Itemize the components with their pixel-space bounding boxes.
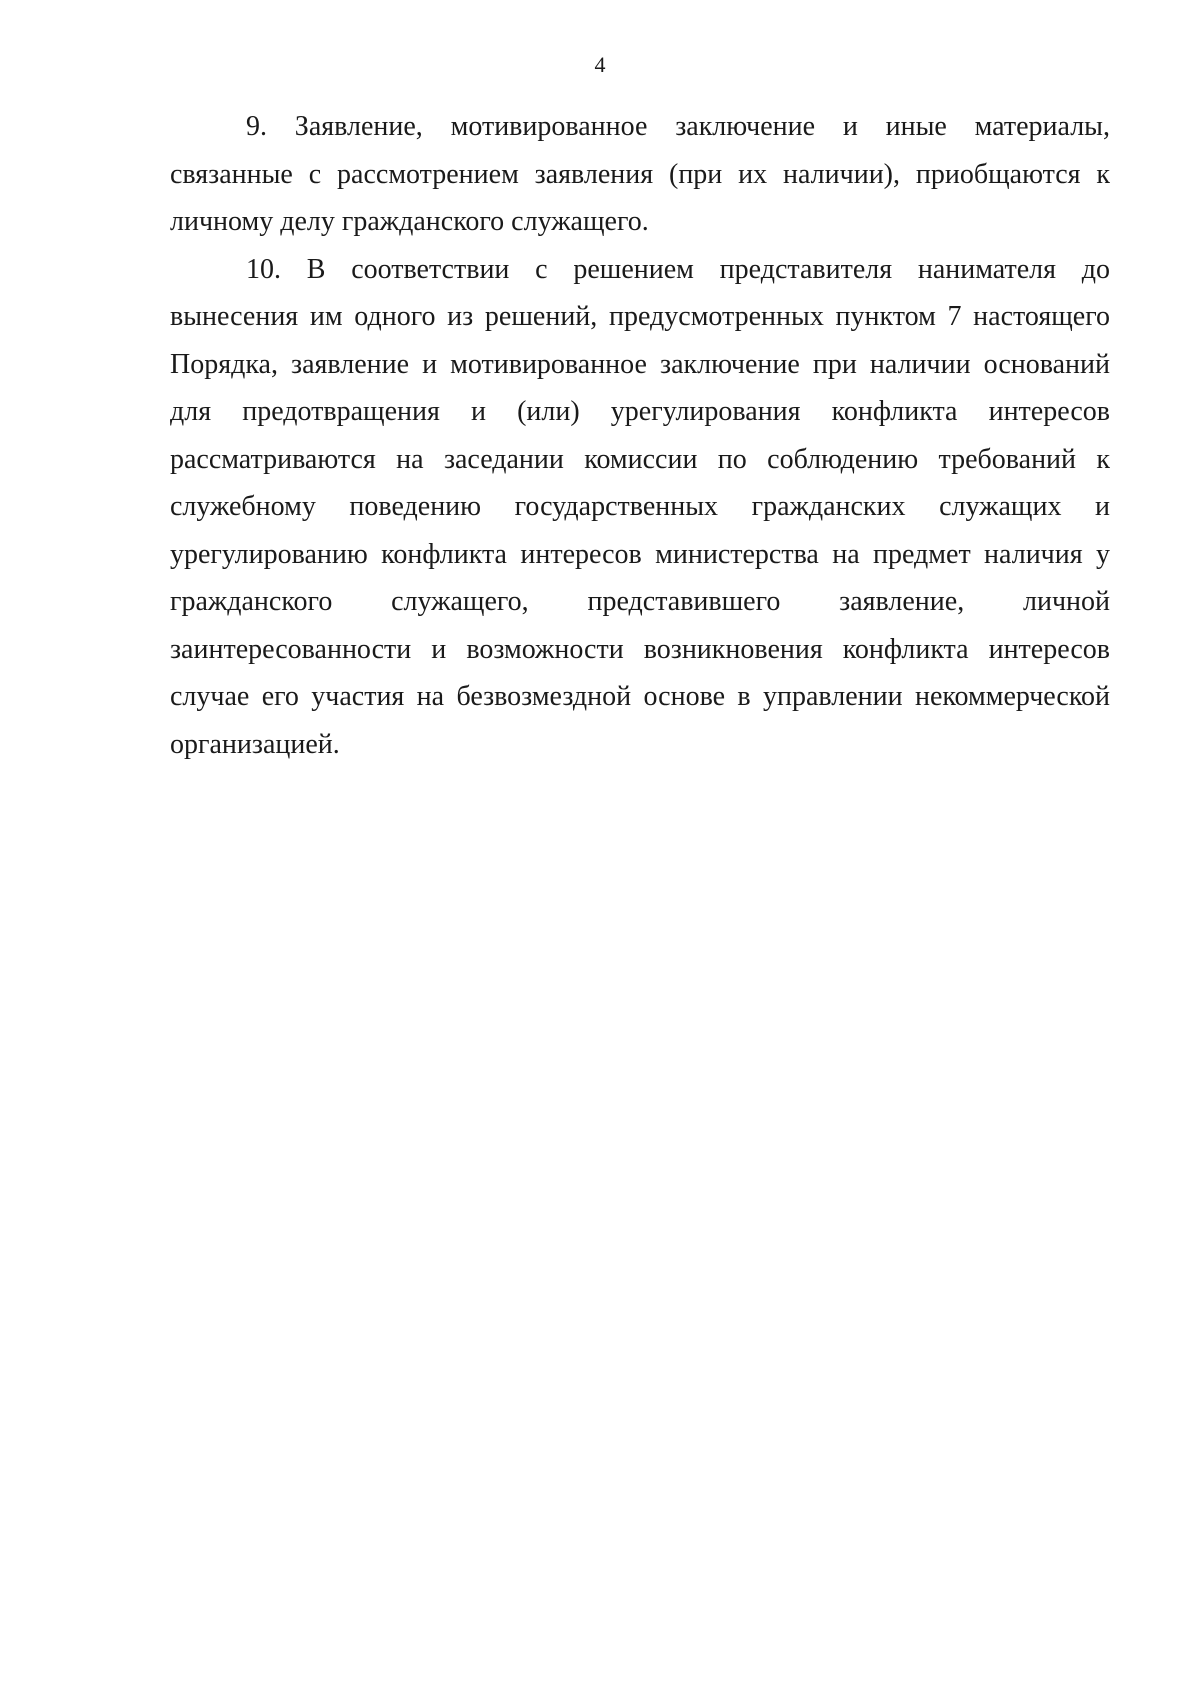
paragraph-10: 10. В соответствии с решением представителя нанимателя до вынесения им одного из решений, предусмотренных пунктом 7 настоящего Порядка, заявление и мотивированное заключение при наличии оснований для предотвращения и (или) урегулирования конфликта интересов рассматриваются на заседании комиссии по соблюдению требований к служебному поведению государственных гражданских служащих и урегулированию конфликта интересов министерства на предмет наличия у гражданского служащего, представившего заявление, личной заинтересованности и возможности возникновения конфликта интересов случае его участия на безвозмездной основе в управлении некоммерческой организацией. bbox=[170, 253, 1110, 760]
document-body bbox=[170, 103, 1110, 768]
page-number: 4 bbox=[594, 52, 606, 77]
paragraph-9: 9. Заявление, мотивированное заключение и иные материалы, связанные с рассмотрением заявления (при их наличии), приобщаются к личному делу гражданского служащего. bbox=[170, 111, 1110, 237]
